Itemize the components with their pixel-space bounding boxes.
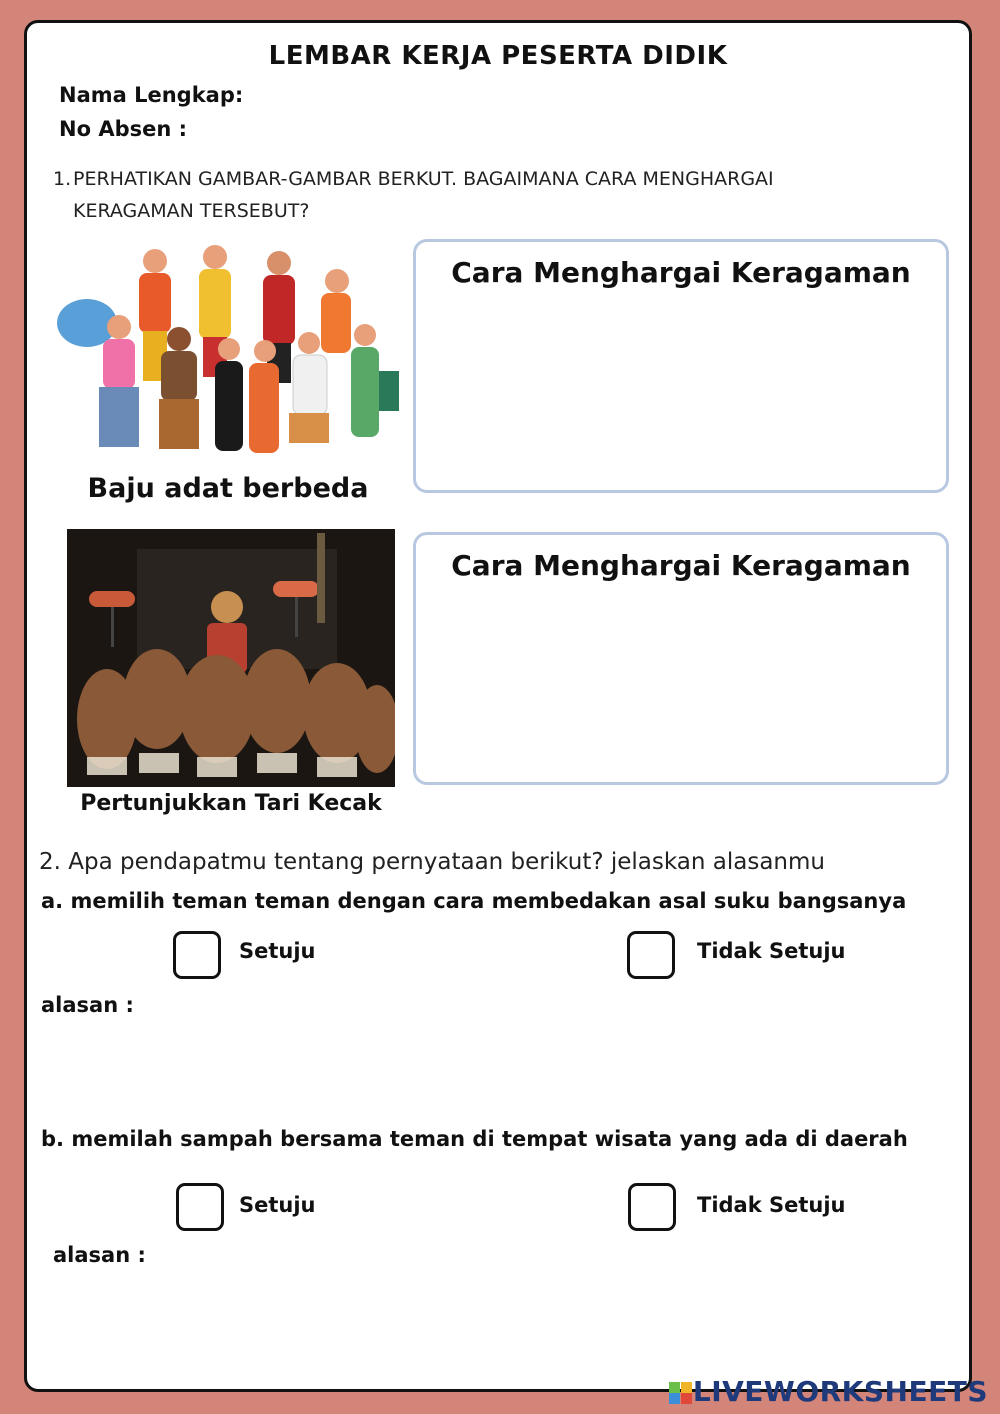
q1-number: 1. [53, 168, 72, 190]
disagree-label-a: Tidak Setuju [697, 939, 846, 963]
agree-checkbox-a[interactable] [173, 931, 221, 979]
disagree-checkbox-a[interactable] [627, 931, 675, 979]
disagree-label-b: Tidak Setuju [697, 1193, 846, 1217]
agree-label-a: Setuju [239, 939, 316, 963]
worksheet-page [24, 20, 972, 1392]
reason-label-b: alasan : [53, 1243, 146, 1267]
statement-a: a. memilih teman teman dengan cara membedakan asal suku bangsanya [41, 889, 907, 913]
q1-line1: PERHATIKAN GAMBAR-GAMBAR BERKUT. BAGAIMANA CARA MENGHARGAI [73, 168, 774, 190]
agree-checkbox-b[interactable] [176, 1183, 224, 1231]
q1-line2: KERAGAMAN TERSEBUT? [73, 200, 310, 222]
answer-box-2[interactable] [413, 532, 949, 785]
traditional-costumes-illustration [53, 231, 403, 473]
kecak-dance-photo [67, 529, 395, 787]
liveworksheets-logo [669, 1375, 988, 1408]
brand-text: LIVEWORKSHEETS [692, 1375, 988, 1408]
absen-label: No Absen : [59, 117, 187, 141]
page-title: LEMBAR KERJA PESERTA DIDIK [268, 41, 728, 71]
logo-squares-icon [669, 1382, 693, 1404]
answer-box-1-title: Cara Menghargai Keragaman [451, 256, 911, 289]
name-label: Nama Lengkap: [59, 83, 244, 107]
q1-text [73, 163, 953, 227]
q2-prompt: 2. Apa pendapatmu tentang pernyataan berikut? jelaskan alasanmu [39, 849, 825, 875]
agree-label-b: Setuju [239, 1193, 316, 1217]
item2-caption: Pertunjukkan Tari Kecak [80, 791, 382, 816]
disagree-checkbox-b[interactable] [628, 1183, 676, 1231]
answer-box-1[interactable] [413, 239, 949, 493]
reason-label-a: alasan : [41, 993, 134, 1017]
dancer-figures [99, 245, 399, 453]
item1-caption: Baju adat berbeda [87, 473, 369, 504]
answer-box-2-title: Cara Menghargai Keragaman [451, 549, 911, 582]
statement-b: b. memilah sampah bersama teman di tempat wisata yang ada di daerah [41, 1127, 908, 1151]
